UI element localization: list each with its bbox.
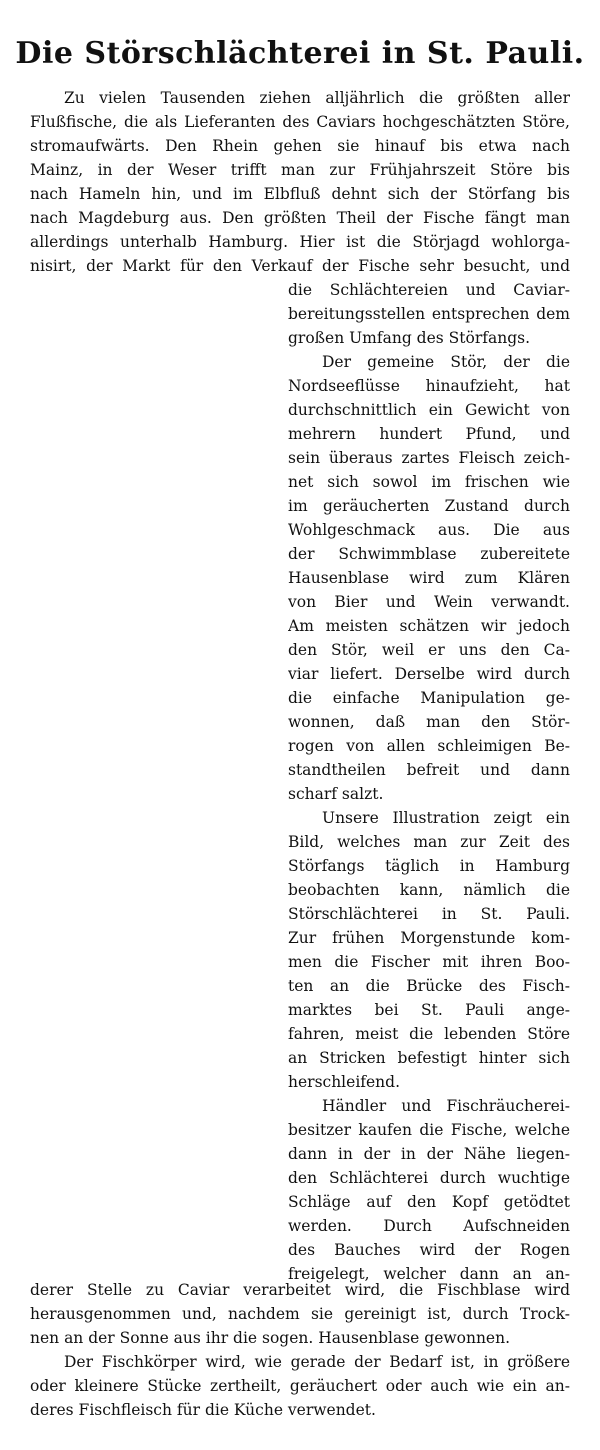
text-line: die einfache Manipulation ge- [288, 689, 570, 707]
text-line: bereitungsstellen entsprechen dem [288, 305, 570, 323]
text-line: Wohlgeschmack aus. Die aus [288, 521, 570, 539]
text-line: Störfangs täglich in Hamburg [288, 857, 570, 875]
text-line: herausgenommen und, nachdem sie gereinigt ist, durch Trock- [30, 1305, 570, 1323]
right-column [288, 278, 570, 1286]
text-line: Flußfische, die als Lieferanten des Caviars hochgeschätzten Störe, [30, 113, 570, 131]
text-line: viar liefert. Derselbe wird durch [288, 665, 570, 683]
text-line: im geräucherten Zustand durch [288, 497, 570, 515]
text-line: den Schlächterei durch wuchtige [288, 1169, 570, 1187]
text-line: Händler und Fischräucherei- [322, 1097, 570, 1115]
article-title: Die Störschlächterei in St. Pauli. [15, 36, 585, 71]
text-line: Zu vielen Tausenden ziehen alljährlich die größten aller [64, 89, 570, 107]
text-line: Schläge auf den Kopf getödtet [288, 1193, 570, 1211]
text-line: ten an die Brücke des Fisch- [288, 977, 570, 995]
text-line: nen an der Sonne aus ihr die sogen. Hausenblase gewonnen. [30, 1329, 511, 1347]
text-line: Am meisten schätzen wir jedoch [288, 617, 570, 635]
text-line: allerdings unterhalb Hamburg. Hier ist die Störjagd wohlorga- [30, 233, 570, 251]
text-line: nach Hameln hin, und im Elbfluß dehnt sich der Störfang bis [30, 185, 570, 203]
text-line: nisirt, der Markt für den Verkauf der Fische sehr besucht, und [30, 257, 570, 275]
text-line: mehrern hundert Pfund, und [288, 425, 570, 443]
text-line: sein überaus zartes Fleisch zeich- [288, 449, 570, 467]
text-line: marktes bei St. Pauli ange- [288, 1001, 570, 1019]
text-line: Nordseeflüsse hinaufzieht, hat [288, 377, 570, 395]
text-line: stromaufwärts. Den Rhein gehen sie hinauf bis etwa nach [30, 137, 570, 155]
text-line: oder kleinere Stücke zertheilt, geräuchert oder auch wie ein an- [30, 1377, 570, 1395]
text-line: des Bauches wird der Rogen [288, 1241, 570, 1259]
text-line: wonnen, daß man den Stör- [288, 713, 570, 731]
text-line: an Stricken befestigt hinter sich [288, 1049, 570, 1067]
text-line: werden. Durch Aufschneiden [288, 1217, 570, 1235]
text-line: Hausenblase wird zum Klären [288, 569, 570, 587]
text-line: dann in der in der Nähe liegen- [288, 1145, 570, 1163]
text-line: Bild, welches man zur Zeit des [288, 833, 570, 851]
text-line: der Schwimmblase zubereitete [288, 545, 570, 563]
text-line: beobachten kann, nämlich die [288, 881, 570, 899]
closing-paragraphs [30, 1278, 570, 1422]
text-line: standtheilen befreit und dann [288, 761, 570, 779]
text-line: die Schlächtereien und Caviar- [288, 281, 570, 299]
text-line: derer Stelle zu Caviar verarbeitet wird, die Fischblase wird [30, 1281, 570, 1299]
text-line: Der Fischkörper wird, wie gerade der Bedarf ist, in größere [64, 1353, 570, 1371]
intro-paragraph [30, 86, 570, 278]
text-line: großen Umfang des Störfangs. [288, 329, 530, 347]
text-line: net sich sowol im frischen wie [288, 473, 570, 491]
text-line: deres Fischfleisch für die Küche verwendet. [30, 1401, 376, 1419]
text-line: nach Magdeburg aus. Den größten Theil der Fische fängt man [30, 209, 570, 227]
text-line: Mainz, in der Weser trifft man zur Frühjahrszeit Störe bis [30, 161, 570, 179]
text-line: besitzer kaufen die Fische, welche [288, 1121, 570, 1139]
text-line: den Stör, weil er uns den Ca- [288, 641, 570, 659]
text-line: von Bier und Wein verwandt. [288, 593, 570, 611]
text-line: freigelegt, welcher dann an an- [288, 1265, 570, 1283]
text-line: rogen von allen schleimigen Be- [288, 737, 570, 755]
text-line: Zur frühen Morgenstunde kom- [288, 929, 570, 947]
text-line: Der gemeine Stör, der die [322, 353, 570, 371]
text-line: Unsere Illustration zeigt ein [322, 809, 570, 827]
text-line: scharf salzt. [288, 785, 384, 803]
text-line: herschleifend. [288, 1073, 401, 1091]
text-line: fahren, meist die lebenden Störe [288, 1025, 570, 1043]
text-line: men die Fischer mit ihren Boo- [288, 953, 570, 971]
text-line: Störschlächterei in St. Pauli. [288, 905, 570, 923]
text-line: durchschnittlich ein Gewicht von [288, 401, 570, 419]
